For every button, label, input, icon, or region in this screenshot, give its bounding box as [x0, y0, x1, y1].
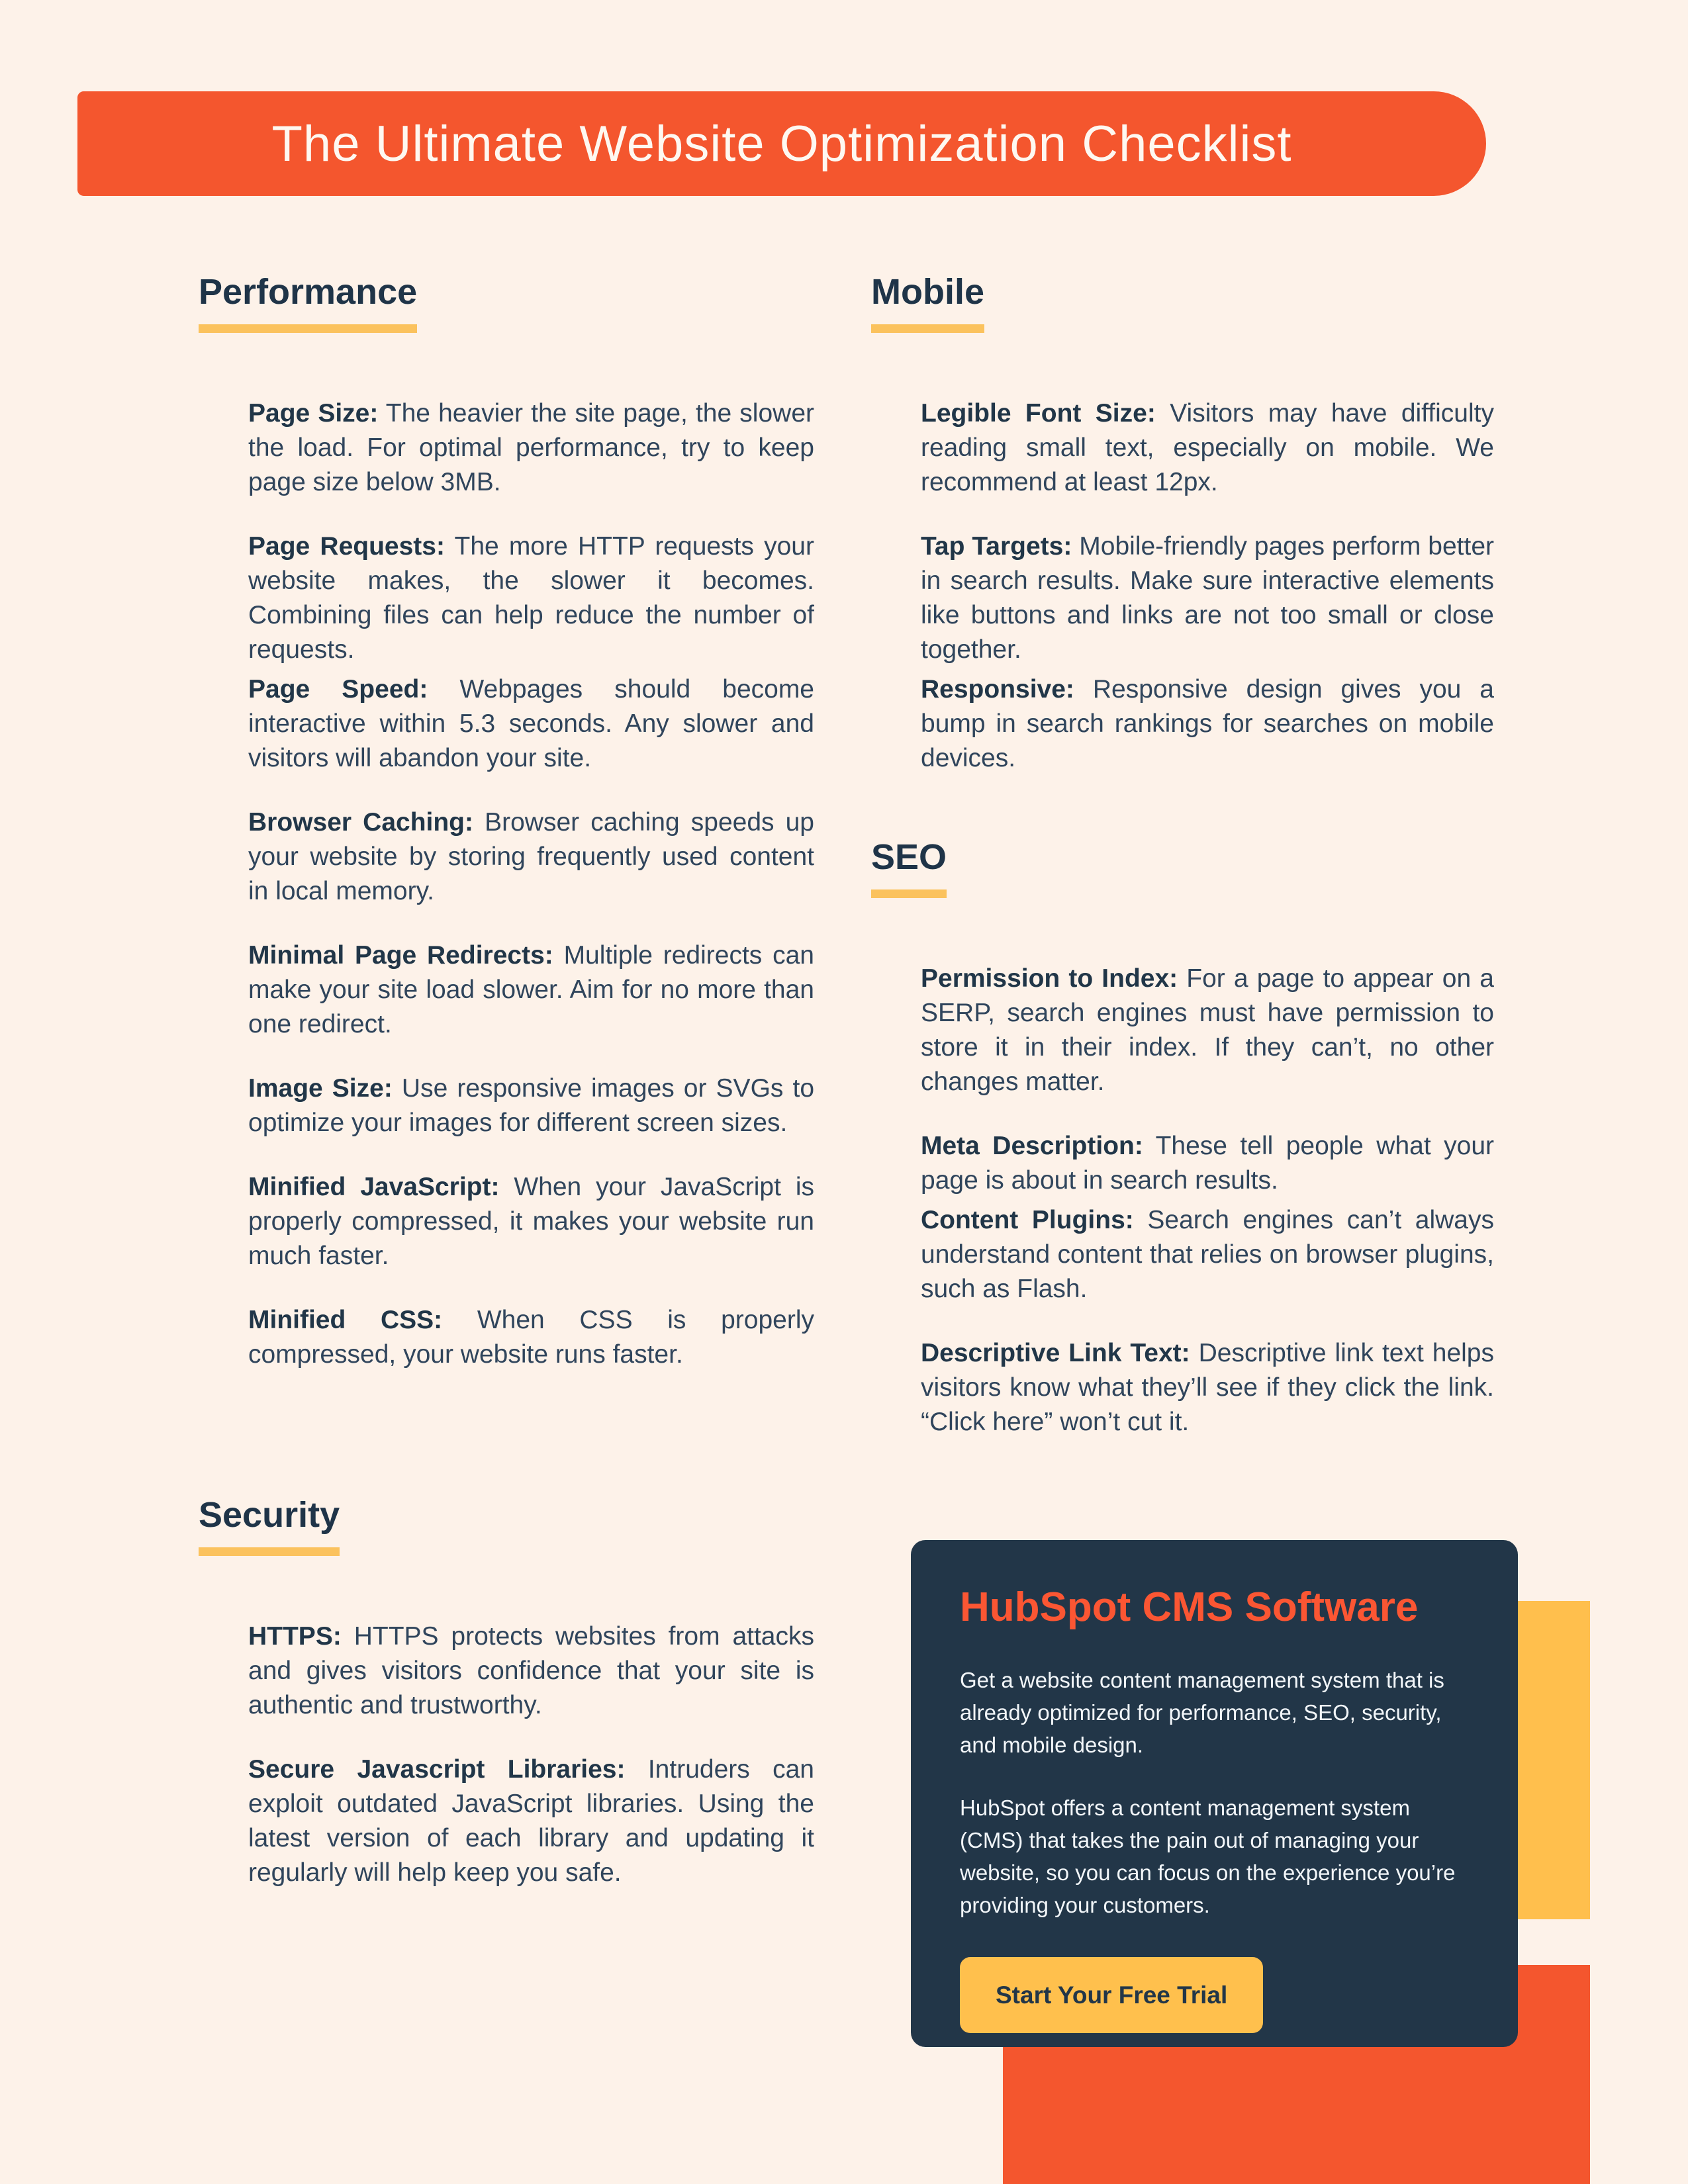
- section-security: [199, 1494, 814, 1890]
- item-text: These tell people what your page is about in search results.: [921, 1132, 1495, 1195]
- performance-items: [248, 396, 814, 1372]
- item-text: Webpages should become interactive within 5.3 seconds. Any slower and visitors will abandon your site.: [248, 675, 815, 772]
- item-text: For a page to appear on a SERP, search engines must have permission to store it in their index. If they can’t, no other changes matter.: [921, 964, 1494, 1096]
- item-text: Use responsive images or SVGs to optimize your images for different screen sizes.: [248, 1074, 815, 1137]
- item-label: Image Size:: [248, 1074, 393, 1103]
- item-label: Secure Javascript Libraries:: [248, 1755, 626, 1784]
- checklist-item-browser-caching: [248, 805, 814, 909]
- item-text: Browser caching speeds up your website by storing frequently used content in local memory.: [248, 808, 814, 905]
- cta-card-paragraph-2: HubSpot offers a content management system (CMS) that takes the pain out of managing your website, so you can focus on the experience you’re providing your customers.: [960, 1796, 1456, 1917]
- checklist-item-minified-javascript: [248, 1170, 814, 1273]
- item-text: The heavier the site page, the slower the load. For optimal performance, try to keep page size below 3MB.: [248, 399, 814, 496]
- checklist-item-responsive: [921, 672, 1494, 776]
- item-text: Multiple redirects can make your site load slower. Aim for no more than one redirect.: [248, 941, 814, 1038]
- checklist-item-minimal-page-redirects: [248, 938, 814, 1042]
- item-label: Page Requests:: [248, 532, 445, 561]
- checklist-item-secure-javascript-libraries: [248, 1752, 814, 1890]
- section-seo: [871, 837, 1494, 1439]
- hubspot-cms-card: [911, 1540, 1518, 2047]
- checklist-item-page-requests: [248, 529, 814, 667]
- section-title-security: Security: [199, 1494, 340, 1556]
- checklist-item-meta-description: [921, 1129, 1494, 1198]
- checklist-item-page-size: [248, 396, 814, 500]
- item-label: Descriptive Link Text:: [921, 1339, 1190, 1367]
- item-text: The more HTTP requests your website makes, the slower it becomes. Combining files can help reduce the number of requests.: [248, 532, 814, 664]
- item-text: Responsive design gives you a bump in search rankings for searches on mobile devices.: [921, 675, 1494, 772]
- item-label: Tap Targets:: [921, 532, 1072, 561]
- start-free-trial-button[interactable]: Start Your Free Trial: [960, 1957, 1263, 2033]
- item-label: HTTPS:: [248, 1622, 342, 1651]
- cta-card-paragraph-1: Get a website content management system that is already optimized for performance, SEO, security, and mobile design.: [960, 1668, 1444, 1757]
- checklist-item-https: [248, 1619, 814, 1723]
- item-label: Responsive:: [921, 675, 1074, 704]
- page-title: The Ultimate Website Optimization Checklist: [271, 115, 1292, 172]
- checklist-item-minified-css: [248, 1303, 814, 1372]
- checklist-item-legible-font-size: [921, 396, 1494, 500]
- seo-items: [921, 962, 1494, 1439]
- item-text: When CSS is properly compressed, your website runs faster.: [248, 1306, 814, 1369]
- left-column: [199, 271, 814, 1890]
- mobile-items: [921, 396, 1494, 776]
- item-label: Meta Description:: [921, 1132, 1143, 1160]
- item-label: Page Size:: [248, 399, 379, 428]
- section-mobile: [871, 271, 1494, 776]
- item-text: When your JavaScript is properly compressed, it makes your website run much faster.: [248, 1173, 814, 1270]
- item-label: Page Speed:: [248, 675, 428, 704]
- item-text: Search engines can’t always understand content that relies on browser plugins, such as Flash.: [921, 1206, 1494, 1303]
- cta-card-title: HubSpot CMS Software: [960, 1584, 1419, 1630]
- item-text: Mobile-friendly pages perform better in search results. Make sure interactive elements like buttons and links are not too small or close together.: [921, 532, 1495, 664]
- item-label: Minified CSS:: [248, 1306, 443, 1334]
- item-text: Descriptive link text helps visitors know what they’ll see if they click the link. “Click here” won’t cut it.: [921, 1339, 1494, 1436]
- item-label: Minified JavaScript:: [248, 1173, 500, 1201]
- section-title-performance: Performance: [199, 271, 417, 333]
- item-text: Visitors may have difficulty reading small text, especially on mobile. We recommend at least 12px.: [921, 399, 1494, 496]
- item-text: HTTPS protects websites from attacks and gives visitors confidence that your site is authentic and trustworthy.: [248, 1622, 814, 1719]
- item-label: Minimal Page Redirects:: [248, 941, 553, 970]
- checklist-item-content-plugins: [921, 1203, 1494, 1306]
- security-items: [248, 1619, 814, 1890]
- section-title-mobile: Mobile: [871, 271, 984, 333]
- item-label: Permission to Index:: [921, 964, 1178, 993]
- checklist-item-permission-to-index: [921, 962, 1494, 1099]
- title-banner: [77, 91, 1486, 196]
- section-performance: [199, 271, 814, 1372]
- checklist-item-page-speed: [248, 672, 814, 776]
- section-title-seo: SEO: [871, 837, 947, 898]
- item-label: Content Plugins:: [921, 1206, 1134, 1234]
- item-label: Browser Caching:: [248, 808, 473, 837]
- item-label: Legible Font Size:: [921, 399, 1156, 428]
- checklist-item-image-size: [248, 1071, 814, 1140]
- checklist-item-tap-targets: [921, 529, 1494, 667]
- right-column: [871, 271, 1494, 1439]
- checklist-item-descriptive-link-text: [921, 1336, 1494, 1439]
- item-text: Intruders can exploit outdated JavaScript libraries. Using the latest version of each library and updating it regularly will help keep you safe.: [248, 1755, 814, 1887]
